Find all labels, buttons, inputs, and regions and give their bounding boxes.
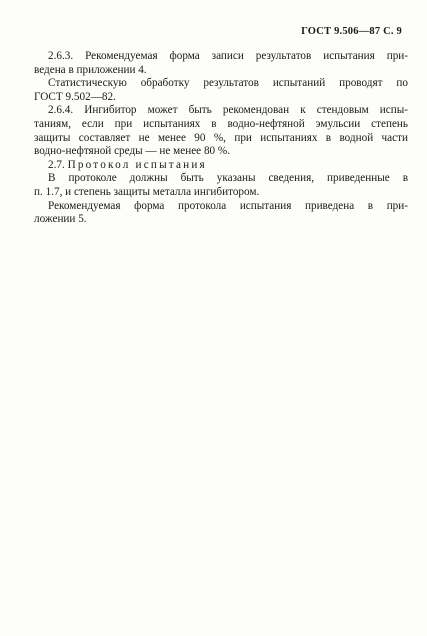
paragraph-2-6-3 [34,50,408,77]
text-line: таниям, если при испытаниях в водно-нефтяной эмульсии степень [34,117,408,130]
section-number: 2.7. [48,158,65,171]
document-body [34,50,408,227]
text-line: п. 1.7, и степень защиты металла ингибитором. [34,185,260,198]
paragraph-statistics [34,77,408,104]
text-line: водно-нефтяной среды — не менее 80 %. [34,145,231,158]
text-line: В протоколе должны быть указаны сведения, приведенные в [48,172,408,185]
text-line: 2.6.4. Ингибитор может быть рекомендован к стендовым испы- [48,104,408,117]
paragraph-protocol-form [34,200,408,227]
section-heading-2-7 [34,159,408,173]
section-title: Протокол испытания [67,158,207,171]
page-header: ГОСТ 9.506—87 С. 9 [301,26,402,37]
text-line: ГОСТ 9.502—82. [34,90,116,103]
text-line: ведена в приложении 4. [34,63,147,76]
paragraph-protocol-contents [34,172,408,199]
text-line: 2.6.3. Рекомендуемая форма записи результатов испытания при- [48,50,408,62]
text-line: Рекомендуемая форма протокола испытания приведена в при- [48,199,408,212]
text-line: защиты составляет не менее 90 %, при испытаниях в водной части [34,131,408,144]
text-line: ложении 5. [34,213,87,226]
paragraph-2-6-4 [34,104,408,158]
text-line: Статистическую обработку результатов испытаний проводят по [48,77,408,90]
